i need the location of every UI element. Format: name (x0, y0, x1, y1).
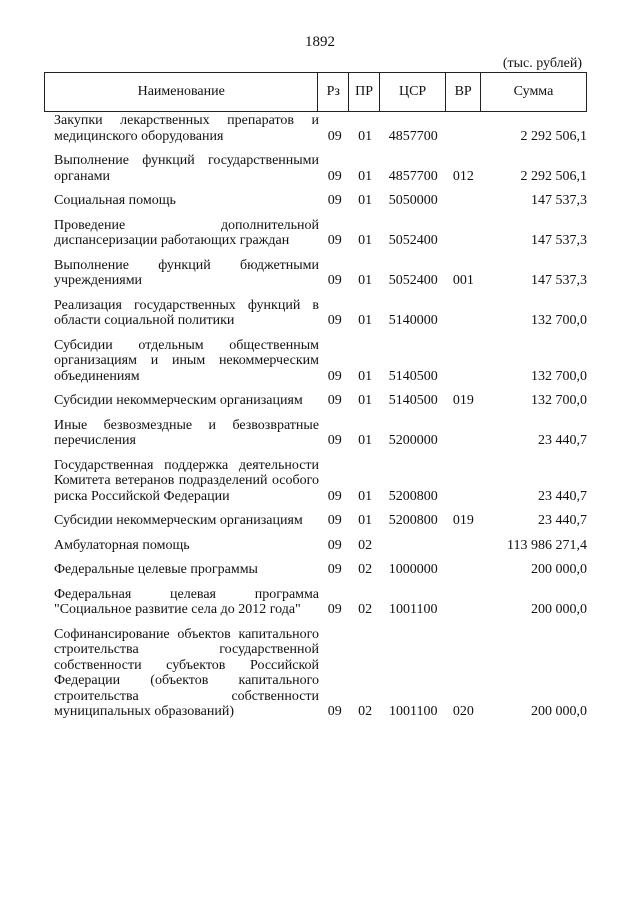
row-sum: 132 700,0 (531, 313, 588, 328)
row-pr: 02 (358, 562, 373, 577)
row-rz: 09 (327, 602, 342, 617)
row-csr: 5200800 (388, 513, 438, 528)
table-row (44, 258, 587, 289)
row-sum: 147 537,3 (531, 233, 588, 248)
row-sum: 200 000,0 (531, 562, 588, 577)
row-csr: 5140000 (388, 313, 438, 328)
row-vr: 020 (452, 704, 474, 719)
row-csr: 1001100 (389, 602, 438, 617)
row-rz: 09 (327, 537, 342, 553)
row-pr: 01 (358, 273, 373, 288)
row-rz: 09 (327, 233, 342, 248)
header-name: Наименование (44, 73, 318, 111)
row-name: Федеральные целевые программы (54, 562, 258, 577)
row-rz: 09 (327, 313, 342, 328)
table-row (44, 538, 587, 554)
row-name: Субсидии некоммерческим организациям (54, 393, 303, 408)
row-name: Субсидии отдельным общественным организациям и иным некоммерческим объединениям (54, 337, 320, 384)
row-rz: 09 (327, 562, 342, 577)
row-rz: 09 (327, 168, 342, 184)
row-pr: 02 (358, 602, 373, 617)
table-row (44, 587, 587, 618)
row-pr: 01 (358, 128, 373, 144)
row-csr: 4857700 (388, 128, 438, 144)
row-sum: 147 537,3 (531, 273, 588, 288)
row-csr: 5200800 (388, 488, 438, 504)
table-row (44, 513, 587, 529)
row-pr: 01 (358, 193, 373, 208)
row-sum: 200 000,0 (531, 602, 588, 617)
row-csr: 5052400 (388, 233, 438, 248)
table-row (44, 298, 587, 329)
row-sum: 132 700,0 (531, 368, 588, 384)
table-body (44, 113, 587, 729)
row-name: Выполнение функций государственными органами (54, 153, 320, 184)
row-sum: 23 440,7 (538, 433, 588, 448)
row-sum: 113 986 271,4 (507, 537, 588, 553)
row-sum: 147 537,3 (531, 193, 588, 208)
table-row (44, 153, 587, 184)
table-row (44, 338, 587, 385)
row-csr: 5140500 (388, 368, 438, 384)
row-pr: 02 (358, 704, 373, 719)
row-sum: 2 292 506,1 (520, 128, 588, 144)
row-pr: 01 (358, 513, 373, 528)
row-name: Выполнение функций бюджетными учреждениями (54, 257, 320, 288)
table-row (44, 393, 587, 409)
row-pr: 01 (358, 433, 373, 448)
row-pr: 01 (358, 313, 373, 328)
row-name: Закупки лекарственных препаратов и медицинского оборудования (54, 113, 320, 144)
row-sum: 23 440,7 (538, 513, 588, 528)
row-vr: 012 (452, 168, 474, 184)
row-sum: 23 440,7 (538, 488, 588, 504)
row-name: Софинансирование объектов капитального строительства государственной собственности субъектов Российской Федерации (объектов капитального строительства собственности муниципальных образований) (54, 626, 320, 719)
row-name: Реализация государственных функций в области социальной политики (54, 297, 320, 328)
row-csr: 1000000 (388, 562, 438, 577)
row-name: Проведение дополнительной диспансеризации работающих граждан (54, 217, 320, 248)
row-pr: 02 (358, 537, 373, 553)
page-number: 1892 (305, 34, 335, 50)
row-name: Иные безвозмездные и безвозвратные перечисления (54, 417, 320, 448)
table-row (44, 562, 587, 578)
table-row (44, 218, 587, 249)
row-sum: 132 700,0 (531, 393, 588, 408)
units-label: (тыс. рублей) (502, 56, 582, 71)
table-row (44, 193, 587, 209)
row-rz: 09 (327, 513, 342, 528)
row-sum: 2 292 506,1 (520, 168, 588, 184)
row-vr: 019 (452, 513, 474, 528)
row-rz: 09 (327, 273, 342, 288)
row-vr: 001 (452, 273, 474, 288)
row-csr: 5050000 (388, 193, 438, 208)
table-header (44, 72, 587, 112)
row-pr: 01 (358, 488, 373, 504)
row-csr: 5200000 (388, 433, 438, 448)
row-vr: 019 (452, 393, 474, 408)
row-rz: 09 (327, 368, 342, 384)
row-rz: 09 (327, 433, 342, 448)
table-row (44, 418, 587, 449)
header-sum: Сумма (481, 73, 587, 111)
row-pr: 01 (358, 168, 373, 184)
row-csr: 5140500 (388, 393, 438, 408)
row-rz: 09 (327, 704, 342, 719)
table-row (44, 627, 587, 720)
header-csr: ЦСР (380, 73, 446, 111)
row-pr: 01 (358, 393, 373, 408)
row-name: Амбулаторная помощь (54, 537, 190, 553)
row-rz: 09 (327, 488, 342, 504)
row-rz: 09 (327, 193, 342, 208)
table-row (44, 113, 587, 144)
row-csr: 4857700 (388, 168, 438, 184)
row-name: Федеральная целевая программа "Социальное развитие села до 2012 года" (54, 586, 320, 617)
row-name: Социальная помощь (54, 193, 176, 208)
row-pr: 01 (358, 368, 373, 384)
row-rz: 09 (327, 393, 342, 408)
header-vr: ВР (446, 73, 481, 111)
header-pr: ПР (349, 73, 380, 111)
row-pr: 01 (358, 233, 373, 248)
row-csr: 5052400 (388, 273, 438, 288)
row-name: Государственная поддержка деятельности Комитета ветеранов подразделений особого риска Российской Федерации (54, 457, 320, 504)
header-rz: Рз (318, 73, 349, 111)
row-csr: 1001100 (389, 704, 438, 719)
table-row (44, 458, 587, 505)
row-sum: 200 000,0 (531, 704, 588, 719)
row-name: Субсидии некоммерческим организациям (54, 513, 303, 528)
row-rz: 09 (327, 128, 342, 144)
